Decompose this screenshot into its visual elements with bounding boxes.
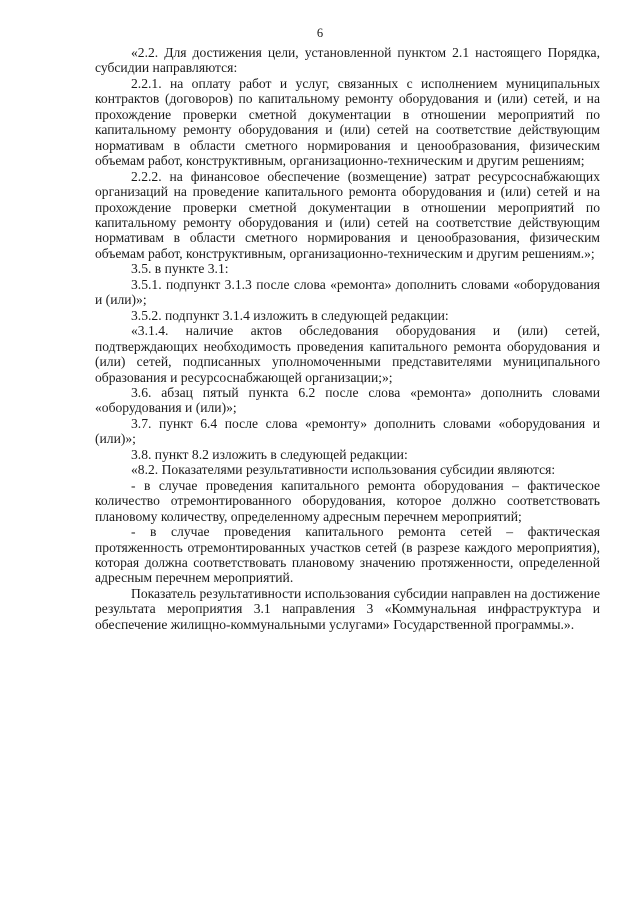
paragraph-3-5: 3.5. в пункте 3.1:	[131, 261, 229, 277]
paragraph-8-2: «8.2. Показателями результативности использования субсидии являются:	[131, 462, 556, 478]
paragraph-3-6: 3.6. абзац пятый пункта 6.2 после слова «ремонта» дополнить словами «оборудования и (или)»;	[95, 384, 600, 416]
list-item-networks: - в случае проведения капитального ремонта сетей – фактическая протяженность отремонтированных участков сетей (в разрезе каждого мероприятия), которая должна соответствовать плановому значению протяженности, определенной адресным перечнем мероприятий.	[95, 524, 600, 586]
paragraph-indicator: Показатель результативности использования субсидии направлен на достижение результата мероприятия 3.1 направления 3 «Коммунальная инфраструктура и обеспечение жилищно-коммунальными услугами» Государственной программы.».	[95, 585, 600, 632]
document-body	[95, 45, 600, 632]
paragraph-2-2: «2.2. Для достижения цели, установленной пунктом 2.1 настоящего Порядка, субсидии направляются:	[95, 45, 600, 76]
page-number: 6	[316, 26, 324, 40]
paragraph-2-2-2: 2.2.2. на финансовое обеспечение (возмещение) затрат ресурсоснабжающих организаций на проведение капитального ремонта оборудования и (или) сетей и на прохождение проверки сметной документации в отношении мероприятий по капитальному ремонту оборудования и (или) сетей на соответствие действующим нормативам в области сметного нормирования и ценообразования, физическим объемам работ, конструктивным, организационно-техническим и другим решениям.»;	[95, 168, 600, 261]
paragraph-3-8: 3.8. пункт 8.2 изложить в следующей редакции:	[131, 446, 408, 462]
paragraph-3-5-2: 3.5.2. подпункт 3.1.4 изложить в следующей редакции:	[131, 307, 449, 323]
paragraph-3-7: 3.7. пункт 6.4 после слова «ремонту» дополнить словами «оборудования и (или)»;	[95, 415, 600, 447]
paragraph-2-2-1: 2.2.1. на оплату работ и услуг, связанных с исполнением муниципальных контрактов (договоров) по капитальному ремонту оборудования и (или) сетей, и на прохождение проверки сметной документации в отношении мероприятий по капитальному ремонту оборудования и (или) сетей на соответствие действующим нормативам в области сметного нормирования и ценообразования, физическим объемам работ, конструктивным, организационно-техническим и другим решениям;	[95, 75, 600, 169]
paragraph-3-5-1: 3.5.1. подпункт 3.1.3 после слова «ремонта» дополнить словами «оборудования и (или)»;	[95, 276, 600, 308]
list-item-equipment: - в случае проведения капитального ремонта оборудования – фактическое количество отремонтированного оборудования, которое должно соответствовать плановому количеству, определенному адресным перечнем мероприятий;	[95, 477, 600, 524]
paragraph-3-1-4: «3.1.4. наличие актов обследования оборудования и (или) сетей, подтверждающих необходимость проведения капитального ремонта оборудования и (или) сетей, подписанных уполномоченными представителями муниципального образования и ресурсоснабжающей организации;»;	[95, 323, 600, 385]
